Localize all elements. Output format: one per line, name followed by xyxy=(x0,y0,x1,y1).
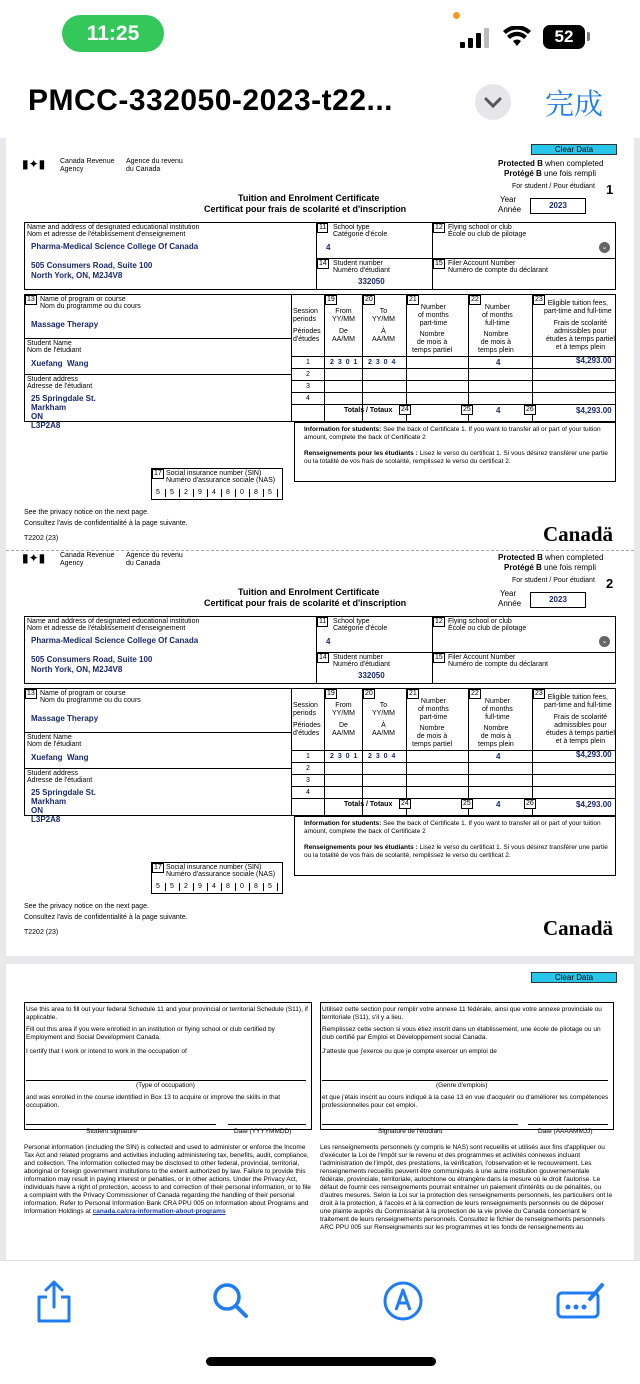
school-type-field[interactable]: 4 xyxy=(326,243,331,252)
cellular-signal-icon xyxy=(460,28,490,48)
battery-nub xyxy=(587,32,590,41)
program-label-en: Name of program or course xyxy=(40,296,126,303)
canada-wordmark: Canadä xyxy=(543,522,614,546)
pdf-page-2 xyxy=(6,964,634,1260)
school-type-label-fr: Catégorie d'école xyxy=(333,231,388,238)
student-address-3[interactable]: ON xyxy=(31,412,43,421)
fr-p3: J'atteste que j'exerce ou que je compte exercer un emploi de xyxy=(322,1048,497,1055)
fr-p2: Remplissez cette section si vous étiez inscrit dans un établissement, une école de pilotage ou un club certifié par Emploi et Développement social Canada. xyxy=(322,1026,601,1041)
agency-en: Canada Revenue Agency xyxy=(60,158,115,173)
fees-label-en: Eligible tuition fees, part-time and full-time xyxy=(544,300,612,315)
info-students-fr-text: Lisez le verso du certificat 1. Si vous désirez transférer une partie ou la totalité de vos frais de scolarité, remplissez le verso du certificat 2. xyxy=(304,450,608,465)
box-number: 13 xyxy=(27,296,35,303)
sin-digit[interactable]: 0 xyxy=(240,883,250,891)
grid-divider xyxy=(406,688,407,816)
institution-address-2[interactable]: North York, ON, M2J4V8 xyxy=(31,665,123,674)
total-fulltime-field[interactable]: 4 xyxy=(496,406,501,415)
fees-label-fr: Frais de scolarité admissibles pour études à temps partiel et à temps plein xyxy=(546,714,615,745)
box-number: 26 xyxy=(526,406,534,413)
protected-en-suffix: when completed xyxy=(545,159,604,168)
grid-divider xyxy=(324,294,325,422)
fr-date: Date (AAAAMMJJ) xyxy=(538,1128,593,1135)
ft-label-en: Number of months full-time xyxy=(482,698,513,721)
grid-divider xyxy=(291,688,292,816)
grid-divider xyxy=(316,652,616,653)
nav-bar xyxy=(0,70,640,138)
box-number: 23 xyxy=(535,690,543,697)
certificate-number: 1 xyxy=(606,182,614,197)
box-number: 15 xyxy=(435,260,443,267)
protected-en xyxy=(498,554,603,562)
protected-en-suffix: when completed xyxy=(545,553,604,562)
grid-divider xyxy=(324,688,325,816)
privacy-notice-en xyxy=(24,1144,312,1216)
canada-flag-icon: ▮✦▮ xyxy=(22,551,46,565)
fees-label-fr: Frais de scolarité admissibles pour études à temps partiel et à temps plein xyxy=(546,320,615,351)
privacy-fr: Consultez l'avis de confidentialité à la page suivante. xyxy=(24,520,188,527)
total-fulltime-field[interactable]: 4 xyxy=(496,800,501,809)
box-number: 25 xyxy=(463,800,471,807)
box-number: 22 xyxy=(471,690,479,697)
box-number: 21 xyxy=(409,690,417,697)
total-fees-field[interactable]: $4,293.00 xyxy=(576,800,612,809)
protected-fr xyxy=(504,564,596,572)
row1-to-field[interactable]: 2 3 0 4 xyxy=(368,359,397,366)
document-title[interactable]: PMCC-332050-2023-t22... xyxy=(28,84,394,117)
en-sig: Student signature xyxy=(86,1128,137,1135)
box-number: 11 xyxy=(319,224,327,231)
sin-digit[interactable]: 8 xyxy=(226,489,236,497)
grid-divider xyxy=(468,294,469,422)
privacy-fr: Consultez l'avis de confidentialité à la page suivante. xyxy=(24,914,188,921)
form-code: T2202 (23) xyxy=(24,929,59,936)
date-line-en[interactable] xyxy=(228,1124,306,1125)
from-label-en: From YY/MM xyxy=(332,308,355,323)
en-occ: (Type of occupation) xyxy=(136,1082,195,1089)
year-field[interactable]: 2023 xyxy=(530,592,586,608)
grid-divider xyxy=(468,688,469,816)
clear-data-button[interactable]: Clear Data xyxy=(531,144,617,155)
flying-school-dropdown[interactable]: ⌄ xyxy=(599,636,610,647)
search-icon[interactable] xyxy=(210,1279,250,1323)
row-number: 1 xyxy=(306,359,310,366)
year-label-fr: Année xyxy=(498,205,522,214)
occupation-line-fr[interactable] xyxy=(322,1080,608,1081)
row-number: 2 xyxy=(306,765,310,772)
pt-label-en: Number of months part-time xyxy=(418,304,449,327)
wifi-icon xyxy=(503,26,531,48)
year-label-en: Year xyxy=(500,195,517,204)
program-label-fr: Nom du programme ou du cours xyxy=(40,303,141,310)
flying-label-fr: École ou club de pilotage xyxy=(448,231,527,238)
sin-digit[interactable]: 5 xyxy=(268,883,278,891)
canada-flag-icon: ▮✦▮ xyxy=(22,157,46,171)
row1-from-field[interactable]: 2 3 0 1 xyxy=(330,359,359,366)
for-student: For student / Pour étudiant xyxy=(512,183,595,190)
canada-wordmark: Canadä xyxy=(543,916,614,940)
to-label-en: To YY/MM xyxy=(372,702,395,717)
grid-divider xyxy=(291,404,616,405)
flying-label-en: Flying school or club xyxy=(448,618,512,625)
pt-label-fr: Nombre de mois à temps partiel xyxy=(412,725,453,748)
grid-divider xyxy=(291,392,616,393)
filer-label-fr: Numéro de compte du déclarant xyxy=(448,267,548,274)
sin-digit[interactable]: 5 xyxy=(156,883,166,891)
box-number: 13 xyxy=(27,690,35,697)
protected-en-label: Protected B xyxy=(498,159,543,168)
session-label-fr: Périodes d'études xyxy=(293,328,321,343)
sin-digit[interactable]: 9 xyxy=(198,883,208,891)
box-number: 14 xyxy=(319,260,327,267)
protected-fr xyxy=(504,170,596,178)
agency-en: Canada Revenue Agency xyxy=(60,552,115,567)
from-label-fr: De AA/MM xyxy=(332,722,355,737)
sin-label-en: Social insurance number (SIN) xyxy=(166,470,262,477)
info-students xyxy=(304,820,610,836)
home-indicator xyxy=(206,1357,436,1366)
student-signature-line-fr[interactable] xyxy=(322,1124,518,1125)
for-student: For student / Pour étudiant xyxy=(512,577,595,584)
grid-divider xyxy=(291,368,616,369)
form-title-en: Tuition and Enrolment Certificate xyxy=(238,587,380,597)
bottom-toolbar xyxy=(0,1260,640,1384)
filer-label-en: Filer Account Number xyxy=(448,654,516,661)
student-address-4[interactable]: L3P2A8 xyxy=(31,815,61,824)
grid-divider xyxy=(24,374,292,375)
row1-fulltime-field[interactable]: 4 xyxy=(496,358,501,367)
student-name-field[interactable]: Xuefang Wang xyxy=(31,359,89,368)
en-date: Date (YYYYMMDD) xyxy=(234,1128,292,1135)
ft-label-en: Number of months full-time xyxy=(482,304,513,327)
student-name-field[interactable]: Xuefang Wang xyxy=(31,753,89,762)
sin-digit[interactable]: 8 xyxy=(254,883,264,891)
privacy-notice-fr: Les renseignements personnels (y compris le NAS) sont recueillis et utilisés aux fins d'appliquer ou d'exécuter la Loi de l'impôt sur le revenu et des programmes et activités connexes incluant l'administration de l'impôt, des prestations, la vérification, l'observation et le recouvrement. Les renseignements recueillis peuvent être communiqués à une autre institution gouvernementale fédérale, provinciale, territoriale, autochtone ou étrangère dans la mesure où le droit l'autorise. Le défaut de fournir ces renseignements pourrait entraîner un paiement d'intérêts ou de pénalités, ou d'autres mesures. Selon la Loi sur la protection des renseignements personnels, les particuliers ont le droit à la protection, à l'accès et à la correction de leurs renseignements personnels ou de déposer une plainte auprès du Commissariat à la protection de la vie privée du Canada concernant le traitement de leurs renseignements personnels. Consultez le fichier de renseignements personnels ARC PPU 005 sur Renseignements sur les programmes et les fonds de renseignements au xyxy=(320,1144,613,1231)
box-number: 22 xyxy=(471,296,479,303)
from-label-en: From YY/MM xyxy=(332,702,355,717)
student-address-2[interactable]: Markham xyxy=(31,797,67,806)
sin-digit[interactable]: 8 xyxy=(254,489,264,497)
year-field[interactable]: 2023 xyxy=(530,198,586,214)
student-address-1[interactable]: 25 Springdale St. xyxy=(31,394,96,403)
markup-icon[interactable] xyxy=(381,1279,425,1323)
form-title-fr: Certificat pour frais de scolarité et d'inscription xyxy=(204,204,407,214)
date-line-fr[interactable] xyxy=(528,1124,608,1125)
to-label-fr: À AA/MM xyxy=(372,722,395,737)
box-number: 15 xyxy=(435,654,443,661)
enrolment-grid xyxy=(24,294,616,422)
pdf-page-1 xyxy=(6,138,634,956)
grid-divider xyxy=(362,688,363,816)
filer-label-en: Filer Account Number xyxy=(448,260,516,267)
student-name-label-fr: Nom de l'étudiant xyxy=(27,741,82,748)
total-fees-field[interactable]: $4,293.00 xyxy=(576,406,612,415)
en-p4: and was enrolled in the course identified in Box 13 to acquire or improve the skills in that occupation. xyxy=(26,1094,281,1109)
sin-digit[interactable]: 2 xyxy=(184,489,194,497)
student-name-label-en: Student Name xyxy=(27,734,72,741)
occupation-line-en[interactable] xyxy=(26,1080,306,1081)
info-students-fr-text: Lisez le verso du certificat 1. Si vous désirez transférer une partie ou la totalité de vos frais de scolarité, remplissez le verso du certificat 2. xyxy=(304,844,608,859)
row-number: 4 xyxy=(306,789,310,796)
box-number: 24 xyxy=(401,406,409,413)
grid-divider xyxy=(291,294,292,422)
box-number: 17 xyxy=(154,470,162,477)
flying-label-en: Flying school or club xyxy=(448,224,512,231)
row1-fulltime-field[interactable]: 4 xyxy=(496,752,501,761)
pt-label-fr: Nombre de mois à temps partiel xyxy=(412,331,453,354)
student-no-label-fr: Numéro d'étudiant xyxy=(333,661,390,668)
grid-divider xyxy=(532,294,533,422)
box-number: 12 xyxy=(435,224,443,231)
row-number: 2 xyxy=(306,371,310,378)
box-number: 25 xyxy=(463,406,471,413)
student-addr-label-fr: Adresse de l'étudiant xyxy=(27,777,93,784)
grid-divider xyxy=(291,762,616,763)
form-title-fr: Certificat pour frais de scolarité et d'inscription xyxy=(204,598,407,608)
student-address-3[interactable]: ON xyxy=(31,806,43,815)
grid-divider xyxy=(291,380,616,381)
grid-divider xyxy=(291,798,616,799)
box-number: 11 xyxy=(319,618,327,625)
row1-fees-field[interactable]: $4,293.00 xyxy=(576,356,612,365)
grid-divider xyxy=(24,732,292,733)
row1-from-field[interactable]: 2 3 0 1 xyxy=(330,753,359,760)
row1-fees-field[interactable]: $4,293.00 xyxy=(576,750,612,759)
en-p3: I certify that I work or intend to work in the occupation of xyxy=(26,1048,187,1055)
box-number: 26 xyxy=(526,800,534,807)
enrolment-grid xyxy=(24,688,616,816)
inst-label-fr: Nom et adresse de l'établissement d'enseignement xyxy=(27,231,186,238)
chevron-down-icon xyxy=(475,84,511,120)
info-students-text: See the back of Certificate 1. If you want to transfer all or part of your tuition amount, complete the back of Certificate 2 xyxy=(304,820,601,835)
agency-fr: Agence du revenu du Canada xyxy=(126,552,183,567)
info-students-fr-title: Renseignements pour les étudiants : xyxy=(304,450,418,457)
session-label-en: Session periods xyxy=(293,308,318,323)
title-menu-button[interactable] xyxy=(475,84,511,120)
sin-digit[interactable]: 4 xyxy=(212,883,222,891)
flying-school-dropdown[interactable]: ⌄ xyxy=(599,242,610,253)
pt-label-en: Number of months part-time xyxy=(418,698,449,721)
student-no-label-en: Student number xyxy=(333,654,383,661)
session-label-fr: Périodes d'études xyxy=(293,722,321,737)
to-label-fr: À AA/MM xyxy=(372,328,395,343)
row-number: 4 xyxy=(306,395,310,402)
school-type-field[interactable]: 4 xyxy=(326,637,331,646)
program-label-en: Name of program or course xyxy=(40,690,126,697)
sin-label-en: Social insurance number (SIN) xyxy=(166,864,262,871)
student-no-label-en: Student number xyxy=(333,260,383,267)
sin-label-fr: Numéro d'assurance sociale (NAS) xyxy=(166,871,276,878)
ft-label-fr: Nombre de mois à temps plein xyxy=(478,725,514,748)
student-address-1[interactable]: 25 Springdale St. xyxy=(31,788,96,797)
grid-divider xyxy=(316,258,616,259)
edit-form-icon[interactable] xyxy=(556,1279,606,1323)
student-address-4[interactable]: L3P2A8 xyxy=(31,421,61,430)
en-p2: Fill out this area if you were enrolled in an institution or flying school or club certified by Employment and Social Development Canada. xyxy=(26,1026,275,1041)
fr-sig: Signature de l'étudiant xyxy=(378,1128,443,1135)
share-icon[interactable] xyxy=(34,1279,74,1323)
info-students xyxy=(304,426,610,442)
box-number: 20 xyxy=(365,296,373,303)
row-number: 1 xyxy=(306,753,310,760)
info-students-fr-title: Renseignements pour les étudiants : xyxy=(304,844,418,851)
fr-occ: (Genre d'emplois) xyxy=(436,1082,488,1089)
box-number: 17 xyxy=(154,864,162,871)
box-number: 24 xyxy=(401,800,409,807)
status-time[interactable]: 11:25 xyxy=(62,15,164,52)
from-label-fr: De AA/MM xyxy=(332,328,355,343)
grid-divider xyxy=(291,750,616,751)
sin-label-fr: Numéro d'assurance sociale (NAS) xyxy=(166,477,276,484)
certificate-separator xyxy=(6,550,634,551)
school-type-label-en: School type xyxy=(333,618,370,625)
school-type-label-en: School type xyxy=(333,224,370,231)
fees-label-en: Eligible tuition fees, part-time and full-time xyxy=(544,694,612,709)
privacy-link[interactable]: canada.ca/cra-information-about-programs xyxy=(92,1208,226,1215)
student-addr-label-fr: Adresse de l'étudiant xyxy=(27,383,93,390)
done-button[interactable]: 完成 xyxy=(545,89,604,121)
program-label-fr: Nom du programme ou du cours xyxy=(40,697,141,704)
fr-p4: et que j'étais inscrit au cours indiqué à la case 13 en vue d'acquérir ou d'améliorer les compétences professionnelles pour cet emploi. xyxy=(322,1094,609,1109)
protected-en xyxy=(498,160,603,168)
student-name-label-fr: Nom de l'étudiant xyxy=(27,347,82,354)
student-address-2[interactable]: Markham xyxy=(31,403,67,412)
inst-label-en: Name and address of designated educational institution xyxy=(27,618,200,625)
form-code: T2202 (23) xyxy=(24,535,59,542)
row1-to-field[interactable]: 2 3 0 4 xyxy=(368,753,397,760)
program-field[interactable]: Massage Therapy xyxy=(31,714,99,723)
institution-address-1[interactable]: 505 Consumers Road, Suite 100 xyxy=(31,261,153,270)
grid-divider xyxy=(291,774,616,775)
totals-label: Totals / Totaux xyxy=(344,407,393,414)
agency-fr: Agence du revenu du Canada xyxy=(126,158,183,173)
student-no-label-fr: Numéro d'étudiant xyxy=(333,267,390,274)
info-students-title: Information for students: xyxy=(304,820,382,827)
privacy-indicator-dot xyxy=(453,12,460,19)
protected-fr-suffix: une fois rempli xyxy=(544,563,597,572)
sin-digit[interactable]: 0 xyxy=(240,489,250,497)
document-viewer[interactable] xyxy=(0,138,640,1260)
form-title-en: Tuition and Enrolment Certificate xyxy=(238,193,380,203)
grid-divider xyxy=(24,338,292,339)
session-label-en: Session periods xyxy=(293,702,318,717)
sin-digit[interactable]: 4 xyxy=(212,489,222,497)
box-number: 12 xyxy=(435,618,443,625)
student-number-field[interactable]: 332050 xyxy=(358,671,385,680)
box-number: 23 xyxy=(535,296,543,303)
sin-digit[interactable]: 5 xyxy=(156,489,166,497)
grid-divider xyxy=(406,294,407,422)
info-students-title: Information for students: xyxy=(304,426,382,433)
year-label-en: Year xyxy=(500,589,517,598)
sin-digit[interactable]: 5 xyxy=(170,883,180,891)
box-number: 14 xyxy=(319,654,327,661)
info-students-fr xyxy=(304,450,610,466)
student-addr-label-en: Student address xyxy=(27,770,78,777)
sin-digit[interactable]: 9 xyxy=(198,489,208,497)
row-number: 3 xyxy=(306,383,310,390)
student-name-label-en: Student Name xyxy=(27,340,72,347)
ft-label-fr: Nombre de mois à temps plein xyxy=(478,331,514,354)
protected-en-label: Protected B xyxy=(498,553,543,562)
privacy-en: See the privacy notice on the next page. xyxy=(24,903,149,910)
grid-divider xyxy=(291,786,616,787)
grid-divider xyxy=(532,688,533,816)
flying-label-fr: École ou club de pilotage xyxy=(448,625,527,632)
status-bar xyxy=(0,0,640,70)
clear-data-button[interactable]: Clear Data xyxy=(531,972,617,983)
battery-icon: 52 xyxy=(543,25,585,49)
year-label-fr: Année xyxy=(498,599,522,608)
en-p1: Use this area to fill out your federal Schedule 11 and your provincial or territorial Schedule (S11), if applicable. xyxy=(26,1006,308,1021)
institution-address-2[interactable]: North York, ON, M2J4V8 xyxy=(31,271,123,280)
totals-label: Totals / Totaux xyxy=(344,801,393,808)
school-type-label-fr: Catégorie d'école xyxy=(333,625,388,632)
protected-fr-label: Protégé B xyxy=(504,169,542,178)
institution-address-1[interactable]: 505 Consumers Road, Suite 100 xyxy=(31,655,153,664)
sin-digit[interactable]: 5 xyxy=(170,489,180,497)
sin-digit[interactable]: 2 xyxy=(184,883,194,891)
box-number: 21 xyxy=(409,296,417,303)
grid-divider xyxy=(291,356,616,357)
inst-label-en: Name and address of designated educational institution xyxy=(27,224,200,231)
box-number: 19 xyxy=(327,690,335,697)
institution-name[interactable]: Pharma-Medical Science College Of Canada xyxy=(31,636,199,645)
inst-label-fr: Nom et adresse de l'établissement d'enseignement xyxy=(27,625,186,632)
student-addr-label-en: Student address xyxy=(27,376,78,383)
protected-fr-label: Protégé B xyxy=(504,563,542,572)
protected-fr-suffix: une fois rempli xyxy=(544,169,597,178)
sin-digit[interactable]: 5 xyxy=(268,489,278,497)
filer-label-fr: Numéro de compte du déclarant xyxy=(448,661,548,668)
info-students-fr xyxy=(304,844,610,860)
box-number: 19 xyxy=(327,296,335,303)
student-signature-line-en[interactable] xyxy=(26,1124,216,1125)
box-number: 20 xyxy=(365,690,373,697)
certificate-number: 2 xyxy=(606,576,614,591)
info-students-text: See the back of Certificate 1. If you want to transfer all or part of your tuition amount, complete the back of Certificate 2 xyxy=(304,426,601,441)
institution-name[interactable]: Pharma-Medical Science College Of Canada xyxy=(31,242,199,251)
privacy-notice-en-text: Personal information (including the SIN) is collected and used to administer or enforce the Income Tax Act and related programs and activities including administering tax, benefits, audit, compliance, and collection. The information collected may be disclosed to other federal, provincial, territorial, aboriginal or foreign government institutions to the extent authorized by law. Failure to provide this information may result in paying interest or penalties, or in other actions. Under the Privacy Act, individuals have a right of protection, access to and correction of their personal information, or to file a complaint with the Privacy Commissioner of Canada regarding the handling of their personal information. Refer to Personal Information Bank CRA PPU 005 on Information about Programs and Information Holdings at xyxy=(24,1144,311,1215)
student-number-field[interactable]: 332050 xyxy=(358,277,385,286)
fr-p1: Utilisez cette section pour remplir votre annexe 11 fédérale, ainsi que votre annexe provinciale ou territoriale (S11), s'il y a lieu. xyxy=(322,1006,602,1021)
row-number: 3 xyxy=(306,777,310,784)
grid-divider xyxy=(362,294,363,422)
privacy-en: See the privacy notice on the next page. xyxy=(24,509,149,516)
program-field[interactable]: Massage Therapy xyxy=(31,320,99,329)
to-label-en: To YY/MM xyxy=(372,308,395,323)
sin-digit[interactable]: 8 xyxy=(226,883,236,891)
grid-divider xyxy=(24,768,292,769)
